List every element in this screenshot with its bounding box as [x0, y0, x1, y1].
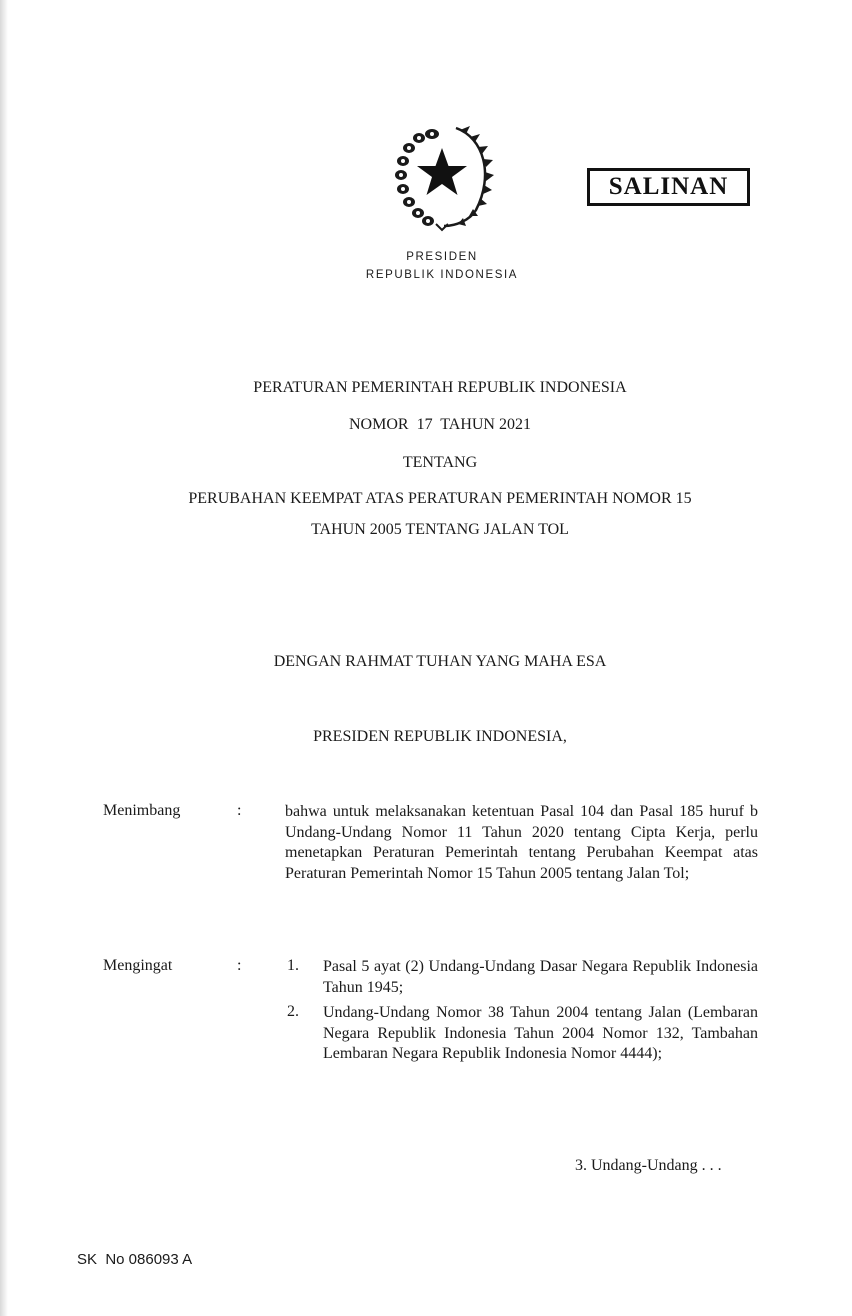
mengingat-item-text: Pasal 5 ayat (2) Undang-Undang Dasar Negara Republik Indonesia Tahun 1945; — [323, 958, 758, 996]
mengingat-item-number: 1. — [287, 957, 299, 974]
invocation: DENGAN RAHMAT TUHAN YANG MAHA ESA — [273, 653, 607, 670]
menimbang-label: Menimbang — [103, 802, 181, 819]
mengingat-label: Mengingat — [103, 957, 173, 974]
regulation-title: PERATURAN PEMERINTAH REPUBLIK INDONESIA — [253, 379, 627, 396]
menimbang-text: bahwa untuk melaksanakan ketentuan Pasal 104 dan Pasal 185 huruf b Undang-Undang Nomor 11 Tahun 2020 tentang Cipta Kerja, perlu menetapkan Peraturan Pemerintah tentang Perubahan Keempat atas Peraturan Pemerintah Nomor 15 Tahun 2005 tentang Jalan Tol; — [285, 803, 758, 882]
regulation-about: TENTANG — [402, 454, 478, 471]
mengingat-colon: : — [237, 957, 242, 974]
mengingat-item-number: 2. — [287, 1003, 299, 1020]
president-heading: PRESIDEN REPUBLIK INDONESIA, — [313, 728, 567, 745]
regulation-subject-line2: TAHUN 2005 TENTANG JALAN TOL — [311, 521, 569, 538]
page-continuation: 3. Undang-Undang . . . — [575, 1157, 722, 1174]
regulation-subject-line1: PERUBAHAN KEEMPAT ATAS PERATURAN PEMERINTAH NOMOR 15 — [188, 490, 692, 507]
emblem-label-line1: PRESIDEN — [406, 251, 478, 263]
emblem-label-line2: REPUBLIK INDONESIA — [365, 269, 519, 281]
regulation-number: NOMOR 17 TAHUN 2021 — [349, 416, 531, 433]
salinan-stamp: SALINAN — [587, 168, 750, 206]
presidential-emblem-icon — [386, 120, 498, 232]
mengingat-item-text: Undang-Undang Nomor 38 Tahun 2004 tentang Jalan (Lembaran Negara Republik Indonesia Tahun 2004 Nomor 132, Tambahan Lembaran Negara Republik Indonesia Nomor 4444); — [323, 1004, 758, 1062]
footer-document-code: SK No 086093 A — [77, 1251, 193, 1268]
menimbang-colon: : — [237, 802, 242, 819]
